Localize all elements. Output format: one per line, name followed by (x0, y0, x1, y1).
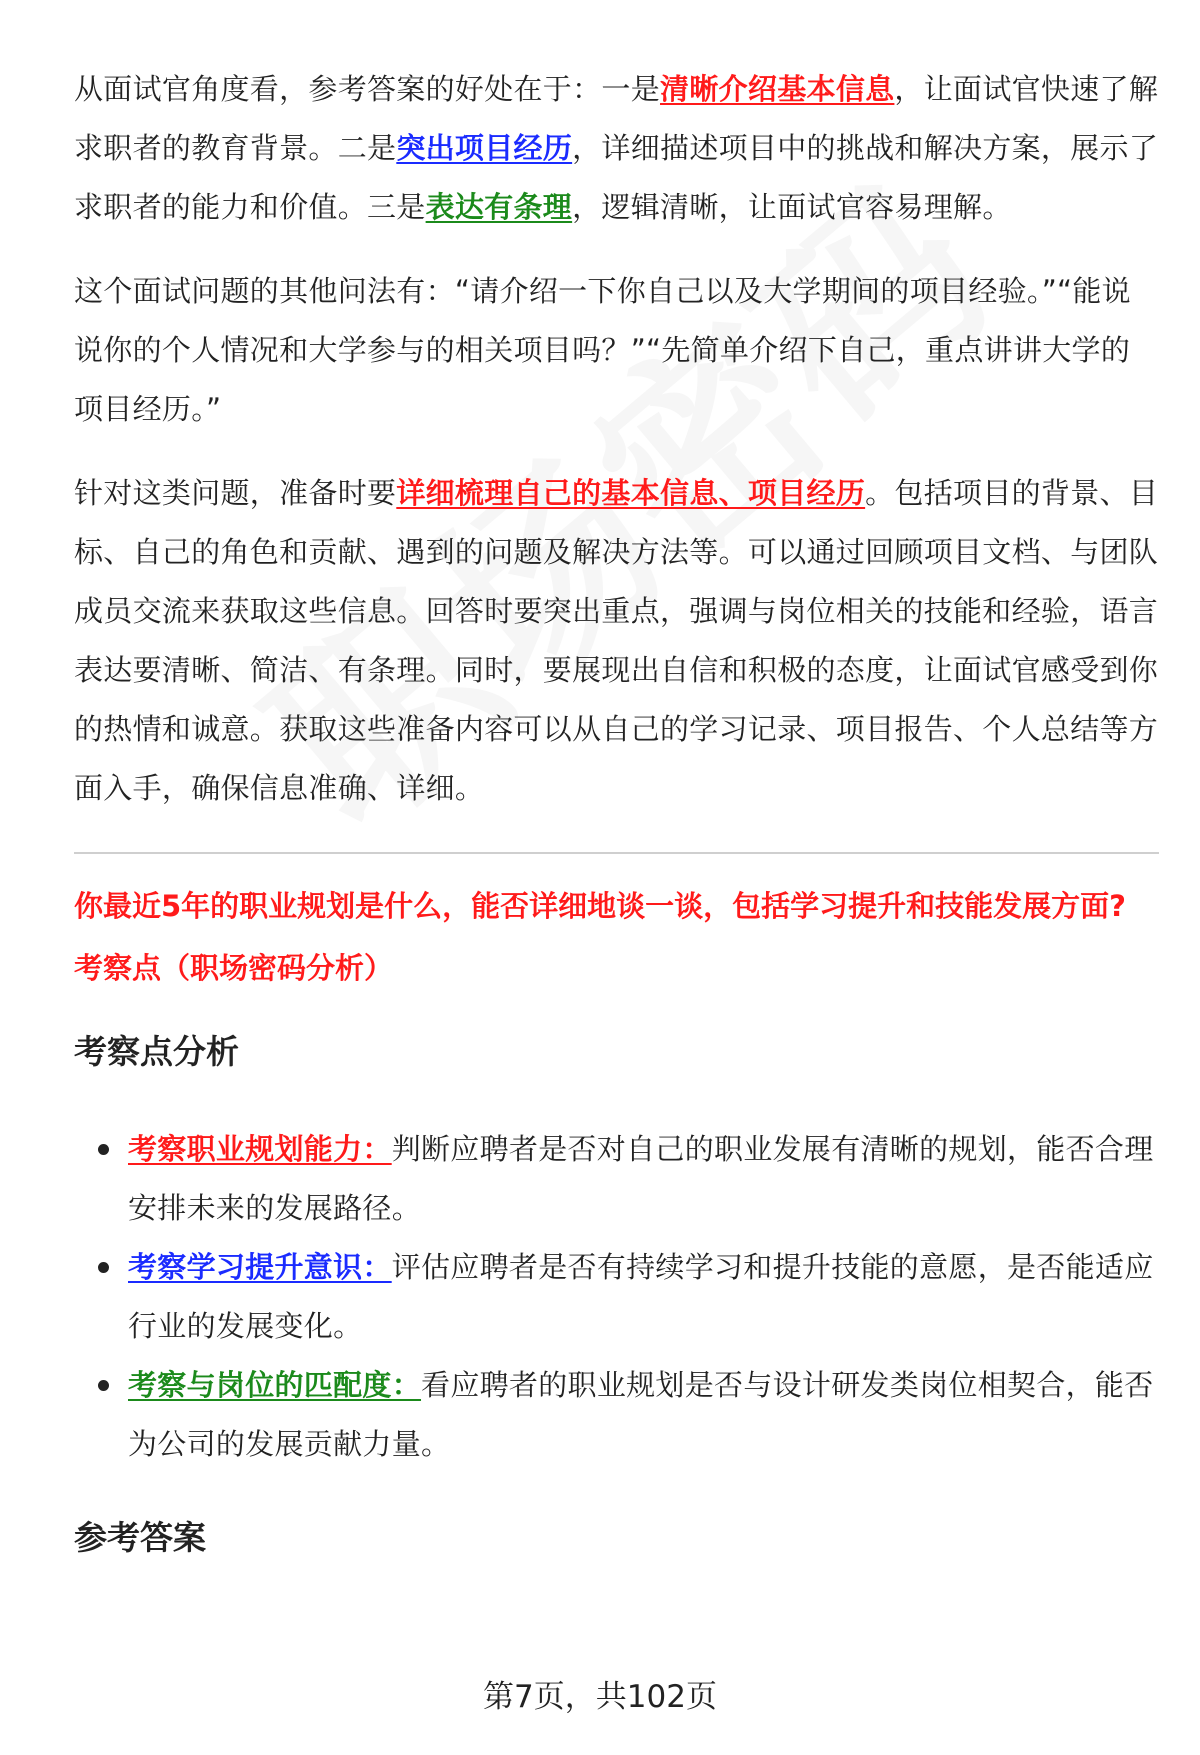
intro-text-4: ，逻辑清晰，让面试官容易理解。 (572, 190, 1012, 224)
point-label: 考察与岗位的匹配度： (128, 1368, 422, 1402)
analysis-subhead: 考察点（职场密码分析） (74, 951, 394, 985)
interview-question: 你最近5年的职业规划是什么，能否详细地谈一谈，包括学习提升和技能发展方面? (74, 889, 1127, 923)
highlight-project-experience: 突出项目经历 (396, 131, 573, 165)
bullet-icon (98, 1262, 109, 1273)
point-label: 考察职业规划能力： (128, 1132, 392, 1166)
prep-text-2: 。包括项目的背景、目标、自己的角色和贡献、遇到的问题及解决方法等。可以通过回顾项目文档、与团队成员交流来获取这些信息。回答时要突出重点，强调与岗位相关的技能和经验，语言表达要清晰、简洁、有条理。同时，要展现出自信和积极的态度，让面试官感受到你的热情和诚意。获取这些准备内容可以从自己的学习记录、项目报告、个人总结等方面入手，确保信息准确、详细。 (74, 476, 1159, 805)
highlight-basic-info: 清晰介绍基本信息 (660, 72, 895, 106)
document-body (74, 60, 1159, 1560)
analysis-heading: 考察点分析 (74, 1032, 239, 1071)
section-divider (74, 852, 1159, 854)
intro-text-3: ，详细描述项目中的挑战和解决方案，展示了求职者的能力和价值。三是 (74, 131, 1159, 224)
prep-text-1: 针对这类问题，准备时要 (74, 476, 397, 510)
point-career-planning (74, 1120, 1159, 1238)
analysis-points (74, 1120, 1159, 1474)
point-text: 看应聘者的职业规划是否与设计研发类岗位相契合，能否为公司的发展贡献力量。 (128, 1368, 1154, 1461)
intro-text-1: 从面试官角度看，参考答案的好处在于：一是 (74, 72, 661, 106)
alt-questions-paragraph: 这个面试问题的其他问法有：“请介绍一下你自己以及大学期间的项目经验。”“能说说你的个人情况和大学参与的相关项目吗？”“先简单介绍下自己，重点讲讲大学的项目经历。” (74, 274, 1131, 426)
point-text: 评估应聘者是否有持续学习和提升技能的意愿，是否能适应行业的发展变化。 (128, 1250, 1154, 1343)
point-job-match (74, 1356, 1159, 1474)
prep-paragraph (74, 464, 1159, 818)
point-label: 考察学习提升意识： (128, 1250, 392, 1284)
intro-paragraph (74, 60, 1159, 237)
point-learning-awareness (74, 1238, 1159, 1356)
intro-text-2: ，让面试官快速了解求职者的教育背景。二是 (74, 72, 1159, 165)
answer-heading: 参考答案 (74, 1518, 206, 1557)
page-number: 第7页，共102页 (483, 1679, 717, 1715)
point-text: 判断应聘者是否对自己的职业发展有清晰的规划，能否合理安排未来的发展路径。 (128, 1132, 1154, 1225)
highlight-organized: 表达有条理 (425, 190, 573, 224)
bullet-icon (98, 1380, 109, 1391)
highlight-prep: 详细梳理自己的基本信息、项目经历 (396, 476, 866, 510)
bullet-icon (98, 1144, 109, 1155)
